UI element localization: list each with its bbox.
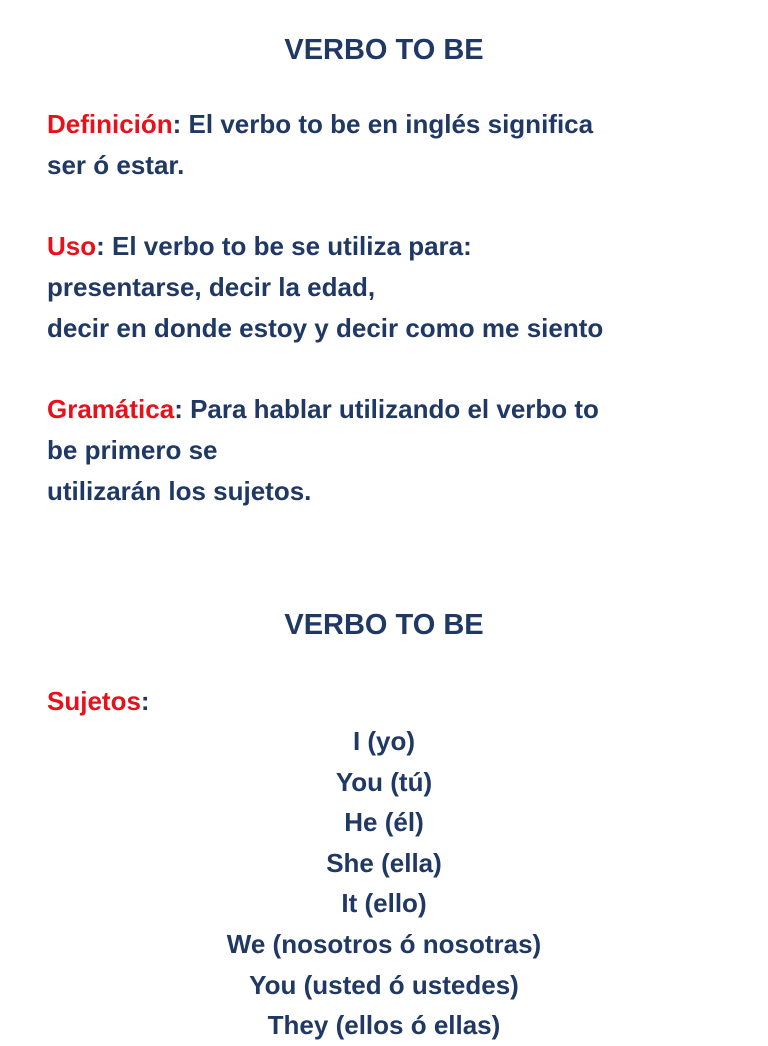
- slide-title: VERBO TO BE: [284, 34, 484, 66]
- usage-label: Uso: [47, 231, 97, 261]
- subject-item: You (tú): [335, 766, 433, 797]
- subjects-label: Sujetos: [47, 686, 141, 716]
- definition-text: : El verbo to be en inglés significa ser ó estar.: [47, 109, 594, 180]
- slide-title: VERBO TO BE: [284, 609, 484, 641]
- definition-paragraph: [47, 104, 747, 186]
- subject-list: [0, 721, 768, 1046]
- definition-label: Definición: [47, 109, 173, 139]
- usage-paragraph: [47, 226, 747, 349]
- subject-item: We (nosotros ó nosotras): [226, 928, 542, 959]
- subject-item: They (ellos ó ellas): [267, 1010, 501, 1041]
- subject-item: She (ella): [326, 847, 442, 878]
- subjects-heading: [47, 681, 150, 721]
- usage-text: : El verbo to be se utiliza para: presentarse, decir la edad, decir en donde estoy y decir como me siento: [47, 231, 604, 343]
- subject-item: It (ello): [341, 888, 427, 919]
- grammar-text: : Para hablar utilizando el verbo to be primero se utilizarán los sujetos.: [47, 394, 599, 506]
- subject-item: You (usted ó ustedes): [249, 969, 519, 1000]
- grammar-paragraph: [47, 389, 747, 512]
- subject-item: He (él): [344, 807, 424, 838]
- subjects-colon: :: [140, 686, 150, 716]
- subject-item: I (yo): [352, 726, 416, 756]
- slide-subjects: [0, 590, 768, 1041]
- grammar-label: Gramática: [47, 394, 175, 424]
